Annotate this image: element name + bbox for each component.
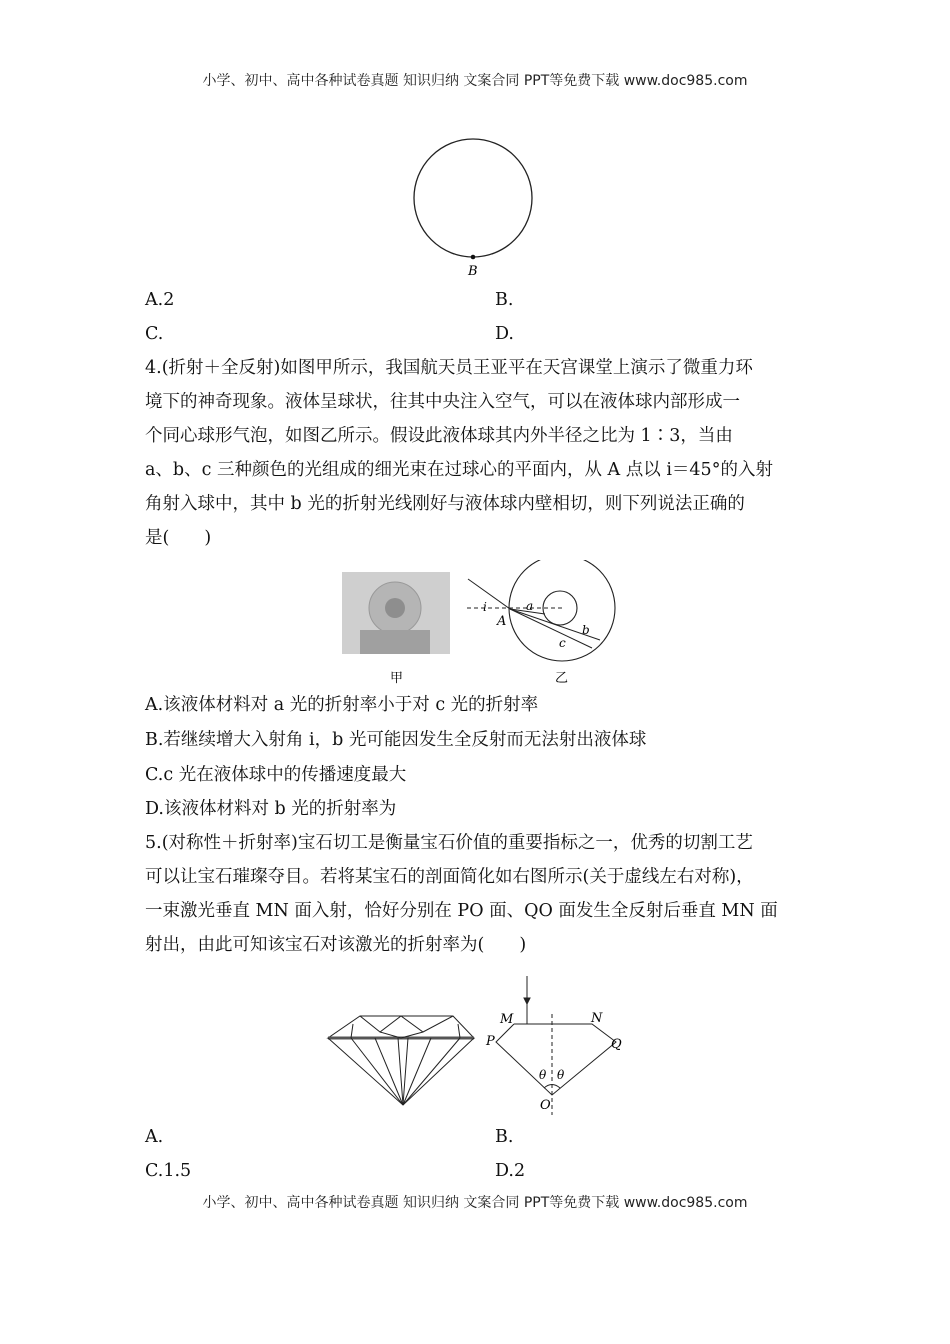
q4-stem-line: 4.(折射＋全反射)如图甲所示，我国航天员王亚平在天宫课堂上演示了微重力环: [145, 358, 753, 378]
label-O: O: [540, 1098, 551, 1113]
label-theta-left: θ: [539, 1068, 547, 1082]
q4-stem-line: 角射入球中，其中 b 光的折射光线刚好与液体球内壁相切，则下列说法正确的: [145, 494, 745, 514]
label-M: M: [500, 1012, 514, 1027]
page-footer: 小学、初中、高中各种试卷真题 知识归纳 文案合同 PPT等免费下载 www.doc985.com: [202, 1195, 748, 1211]
q5-option-d: D.2: [495, 1161, 526, 1181]
q4-stem-line: a、b、c 三种颜色的光组成的细光束在过球心的平面内，从 A 点以 i＝45°的入射: [145, 460, 773, 480]
q5-option-b: B.: [495, 1127, 514, 1147]
q4-stem-line: 是( ): [145, 528, 212, 548]
q5-figure: [320, 970, 640, 1115]
label-yi: 乙: [555, 671, 569, 686]
q4-stem-line: 个同心球形气泡，如图乙所示。假设此液体球其内外半径之比为 1∶3，当由: [145, 426, 733, 446]
gem-drawing: [328, 1016, 474, 1105]
photo-jia: [342, 572, 450, 654]
q3-option-c: C.: [145, 324, 164, 344]
q5-stem-line: 可以让宝石璀璨夺目。若将某宝石的剖面简化如右图所示(关于虚线左右对称)，: [145, 867, 754, 887]
label-a: a: [526, 599, 534, 613]
page-header: 小学、初中、高中各种试卷真题 知识归纳 文案合同 PPT等免费下载 www.doc985.com: [202, 73, 748, 89]
q3-option-d: D.: [495, 324, 514, 344]
label-A: A: [497, 614, 507, 629]
q4-option-b: B.若继续增大入射角 i，b 光可能因发生全反射而无法射出液体球: [145, 730, 647, 750]
label-theta-right: θ: [557, 1068, 565, 1082]
circle-figure: [400, 135, 550, 280]
q5-stem-line: 5.(对称性＋折射率)宝石切工是衡量宝石价值的重要指标之一，优秀的切割工艺: [145, 833, 753, 853]
q4-option-a: A.该液体材料对 a 光的折射率小于对 c 光的折射率: [145, 695, 539, 715]
q4-figure: [330, 560, 630, 690]
label-N: N: [591, 1011, 603, 1026]
label-b: b: [582, 623, 590, 637]
q5-stem-line: 射出，由此可知该宝石对该激光的折射率为( ): [145, 935, 527, 955]
label-i: i: [483, 600, 487, 614]
q4-option-c: C.c 光在液体球中的传播速度最大: [145, 765, 407, 785]
label-Q: Q: [611, 1037, 622, 1052]
q4-option-d: D.该液体材料对 b 光的折射率为: [145, 799, 397, 819]
q5-option-a: A.: [145, 1127, 164, 1147]
label-B: B: [468, 264, 478, 279]
label-jia: 甲: [390, 671, 404, 686]
q5-option-c: C.1.5: [145, 1161, 192, 1181]
label-c: c: [559, 636, 566, 650]
label-P: P: [486, 1034, 495, 1049]
q5-stem-line: 一束激光垂直 MN 面入射，恰好分别在 PO 面、QO 面发生全反射后垂直 MN 面: [145, 901, 778, 921]
q4-stem-line: 境下的神奇现象。液体呈球状，往其中央注入空气，可以在液体球内部形成一: [145, 392, 740, 412]
q3-option-b: B.: [495, 290, 514, 310]
q3-option-a: A.2: [145, 290, 175, 310]
